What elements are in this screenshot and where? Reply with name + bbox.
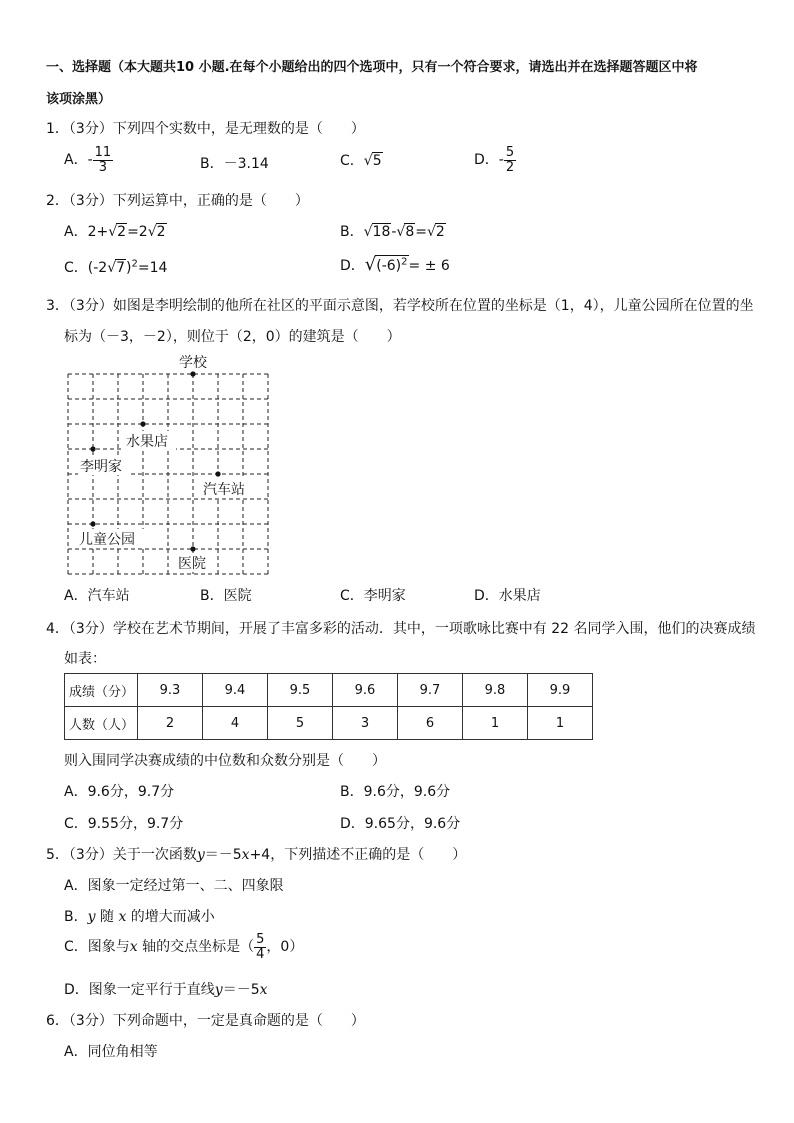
table-cell: 1 <box>463 707 528 740</box>
table-cell: 4 <box>203 707 268 740</box>
q4-stem-cont: 如表： <box>64 651 106 667</box>
table-cell: 3 <box>333 707 398 740</box>
table-cell: 9.5 <box>268 674 333 707</box>
q3-option-a: A．汽车站 <box>64 588 130 604</box>
bus-station-label: 汽车站 <box>203 482 245 498</box>
fruit-shop-label: 水果店 <box>126 434 168 450</box>
hospital-marker <box>190 546 195 551</box>
q3-option-c: C．李明家 <box>340 588 406 604</box>
table-cell: 5 <box>268 707 333 740</box>
q1-stem: 1．（3分）下列四个实数中，是无理数的是（ ） <box>46 121 365 137</box>
q2-option-c: C．$(-2√7)^2=14$ <box>64 258 168 276</box>
q5-option-c: C．图象与x 轴的交点坐标是（ $\frac{5}{4}$ ，0） <box>64 932 304 962</box>
table-cell: 9.9 <box>528 674 593 707</box>
q4-stem: 4．（3分）学校在艺术节期间，开展了丰富多彩的活动．其中，一项歌咏比赛中有 22 名同学入围，他们的决赛成绩 <box>46 621 756 637</box>
q3-option-b: B．医院 <box>200 588 252 604</box>
q6-stem: 6．（3分）下列命题中，一定是真命题的是（ ） <box>46 1013 365 1029</box>
q2-stem: 2．（3分）下列运算中，正确的是（ ） <box>46 193 309 209</box>
q2-option-b: B．√18-√8=√2 <box>340 224 445 240</box>
q1-option-b: B．－3.14 <box>200 156 269 172</box>
q5-option-d: D．图象一定平行于直线y＝－5x <box>64 982 268 998</box>
table-header: 人数（人） <box>65 707 138 740</box>
q4-question: 则入围同学决赛成绩的中位数和众数分别是（ ） <box>64 753 386 769</box>
q4-option-d: D．9.65分，9.6分 <box>340 816 461 832</box>
q2-option-a: A．2+√2=2√2 <box>64 224 166 240</box>
liming-home-marker <box>90 446 95 451</box>
q2-option-d: D．$√(-6)^2= \pm 6$ <box>340 254 450 275</box>
table-cell: 9.6 <box>333 674 398 707</box>
section-title: 一、选择题（本大题共10 小题.在每个小题给出的四个选项中，只有一个符合要求，请选出并在选择题答题区中将 <box>46 60 698 75</box>
q5-option-a: A．图象一定经过第一、二、四象限 <box>64 878 284 894</box>
table-cell: 1 <box>528 707 593 740</box>
bus-station-marker <box>215 471 220 476</box>
fruit-shop-marker <box>140 421 145 426</box>
table-cell: 9.3 <box>138 674 203 707</box>
table-header: 成绩（分） <box>65 674 138 707</box>
park-label: 儿童公园 <box>79 532 135 548</box>
sqrt-symbol: √5 <box>363 153 382 169</box>
q5-stem: 5．（3分）关于一次函数y＝－5x+4，下列描述不正确的是（ ） <box>46 847 467 863</box>
table-row <box>65 707 593 740</box>
table-cell: 9.4 <box>203 674 268 707</box>
q5-option-b: B．y 随 x 的增大而减小 <box>64 909 215 925</box>
table-cell: 2 <box>138 707 203 740</box>
park-marker <box>90 521 95 526</box>
school-label: 学校 <box>179 355 207 371</box>
q1-option-a: A．- $\frac{11}{3}$ <box>64 145 112 175</box>
q3-stem: 3．（3分）如图是李明绘制的他所在社区的平面示意图，若学校所在位置的坐标是（1，4），儿童公园所在位置的坐 <box>46 298 754 314</box>
q3-option-d: D．水果店 <box>474 588 541 604</box>
q1-option-d: D．- $\frac{5}{2}$ <box>474 145 515 175</box>
table-cell: 9.7 <box>398 674 463 707</box>
q1-option-c: C．√5 <box>340 153 382 169</box>
community-map <box>62 350 277 585</box>
q6-option-a: A．同位角相等 <box>64 1044 158 1060</box>
liming-home-label: 李明家 <box>80 459 122 475</box>
score-table <box>64 673 593 740</box>
table-cell: 9.8 <box>463 674 528 707</box>
q4-option-a: A．9.6分，9.7分 <box>64 784 175 800</box>
school-marker <box>190 371 195 376</box>
table-cell: 6 <box>398 707 463 740</box>
q4-option-b: B．9.6分，9.6分 <box>340 784 451 800</box>
table-row <box>65 674 593 707</box>
q3-stem-cont: 标为（－3，－2），则位于（2，0）的建筑是（ ） <box>64 329 401 345</box>
section-title-cont: 该项涂黑） <box>46 92 112 107</box>
hospital-label: 医院 <box>178 556 206 572</box>
q4-option-c: C．9.55分，9.7分 <box>64 816 184 832</box>
